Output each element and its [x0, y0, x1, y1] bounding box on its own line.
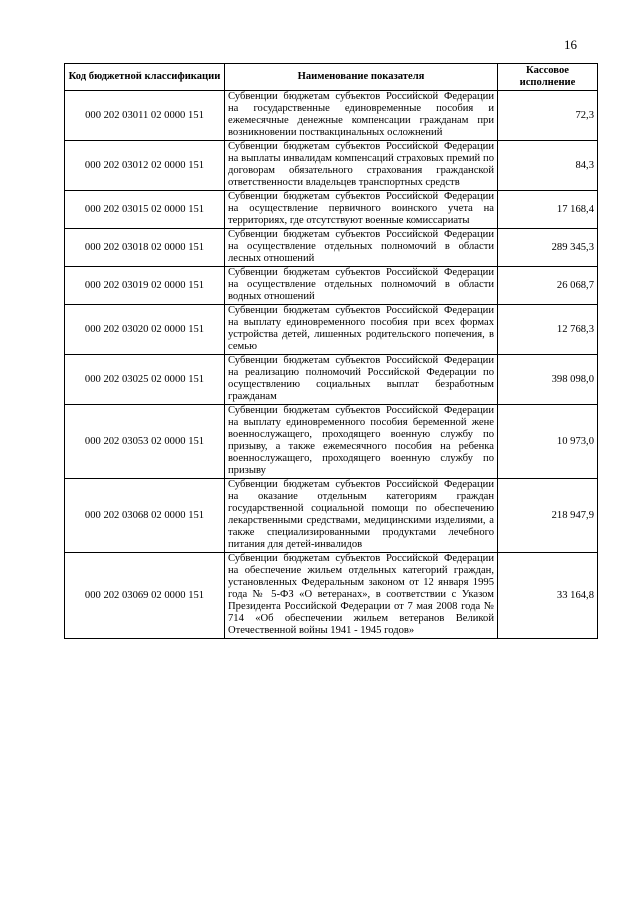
table-row: [65, 355, 598, 405]
table-row: [65, 267, 598, 305]
execution-amount-cell: 12 768,3: [498, 305, 598, 355]
indicator-name-cell: Субвенции бюджетам субъектов Российской Федерации на выплаты инвалидам компенсаций страховых премий по договорам обязательного страхования гражданской ответственности владельцев транспортных средств: [225, 141, 498, 191]
page-number: 16: [564, 37, 577, 52]
indicator-name-cell: Субвенции бюджетам субъектов Российской Федерации на выплату единовременного пособия при всех формах устройства детей, лишенных родительского попечения, в семью: [225, 305, 498, 355]
table-header: [65, 64, 598, 91]
indicator-name-cell: Субвенции бюджетам субъектов Российской Федерации на государственные единовременные пособия и ежемесячные денежные компенсации гражданам при возникновении поствакцинальных осложнений: [225, 91, 498, 141]
indicator-name-cell: Субвенции бюджетам субъектов Российской Федерации на осуществление первичного воинского учета на территориях, где отсутствуют военные комиссариаты: [225, 191, 498, 229]
budget-code-cell: 000 202 03068 02 0000 151: [65, 479, 225, 553]
budget-code-cell: 000 202 03020 02 0000 151: [65, 305, 225, 355]
table-row: [65, 405, 598, 479]
header-name: Наименование показателя: [225, 64, 498, 91]
table-row: [65, 229, 598, 267]
execution-amount-cell: 33 164,8: [498, 553, 598, 639]
execution-amount-cell: 17 168,4: [498, 191, 598, 229]
indicator-name-cell: Субвенции бюджетам субъектов Российской Федерации на осуществление отдельных полномочий в области водных отношений: [225, 267, 498, 305]
table-row: [65, 553, 598, 639]
budget-code-cell: 000 202 03069 02 0000 151: [65, 553, 225, 639]
header-row: [65, 64, 598, 91]
execution-amount-cell: 289 345,3: [498, 229, 598, 267]
execution-amount-cell: 398 098,0: [498, 355, 598, 405]
table-row: [65, 91, 598, 141]
table-row: [65, 305, 598, 355]
indicator-name-cell: Субвенции бюджетам субъектов Российской Федерации на осуществление отдельных полномочий в области лесных отношений: [225, 229, 498, 267]
execution-amount-cell: 26 068,7: [498, 267, 598, 305]
budget-code-cell: 000 202 03011 02 0000 151: [65, 91, 225, 141]
budget-code-cell: 000 202 03018 02 0000 151: [65, 229, 225, 267]
header-amount: Кассовое исполнение: [498, 64, 598, 91]
table-body: [65, 91, 598, 639]
budget-code-cell: 000 202 03053 02 0000 151: [65, 405, 225, 479]
execution-amount-cell: 72,3: [498, 91, 598, 141]
header-code: Код бюджетной классификации: [65, 64, 225, 91]
budget-code-cell: 000 202 03015 02 0000 151: [65, 191, 225, 229]
table-row: [65, 479, 598, 553]
indicator-name-cell: Субвенции бюджетам субъектов Российской Федерации на обеспечение жильем отдельных категорий граждан, установленных Федеральным законом от 12 января 1995 года № 5-ФЗ «О ветеранах», в соответствии с Указом Президента Российской Федерации от 7 мая 2008 года № 714 «Об обеспечении жильем ветеранов Великой Отечественной войны 1941 - 1945 годов»: [225, 553, 498, 639]
indicator-name-cell: Субвенции бюджетам субъектов Российской Федерации на оказание отдельным категориям граждан государственной социальной помощи по обеспечению лекарственными средствами, медицинскими изделиями, а также специализированными продуктами лечебного питания для детей-инвалидов: [225, 479, 498, 553]
indicator-name-cell: Субвенции бюджетам субъектов Российской Федерации на выплату единовременного пособия беременной жене военнослужащего, проходящего военную службу по призыву, а также ежемесячного пособия на ребенка военнослужащего, проходящего военную службу по призыву: [225, 405, 498, 479]
budget-code-cell: 000 202 03019 02 0000 151: [65, 267, 225, 305]
table-row: [65, 141, 598, 191]
indicator-name-cell: Субвенции бюджетам субъектов Российской Федерации на реализацию полномочий Российской Федерации по осуществлению социальных выплат безработным гражданам: [225, 355, 498, 405]
execution-amount-cell: 84,3: [498, 141, 598, 191]
budget-code-cell: 000 202 03012 02 0000 151: [65, 141, 225, 191]
budget-table: [64, 63, 598, 639]
execution-amount-cell: 10 973,0: [498, 405, 598, 479]
execution-amount-cell: 218 947,9: [498, 479, 598, 553]
table-row: [65, 191, 598, 229]
budget-code-cell: 000 202 03025 02 0000 151: [65, 355, 225, 405]
